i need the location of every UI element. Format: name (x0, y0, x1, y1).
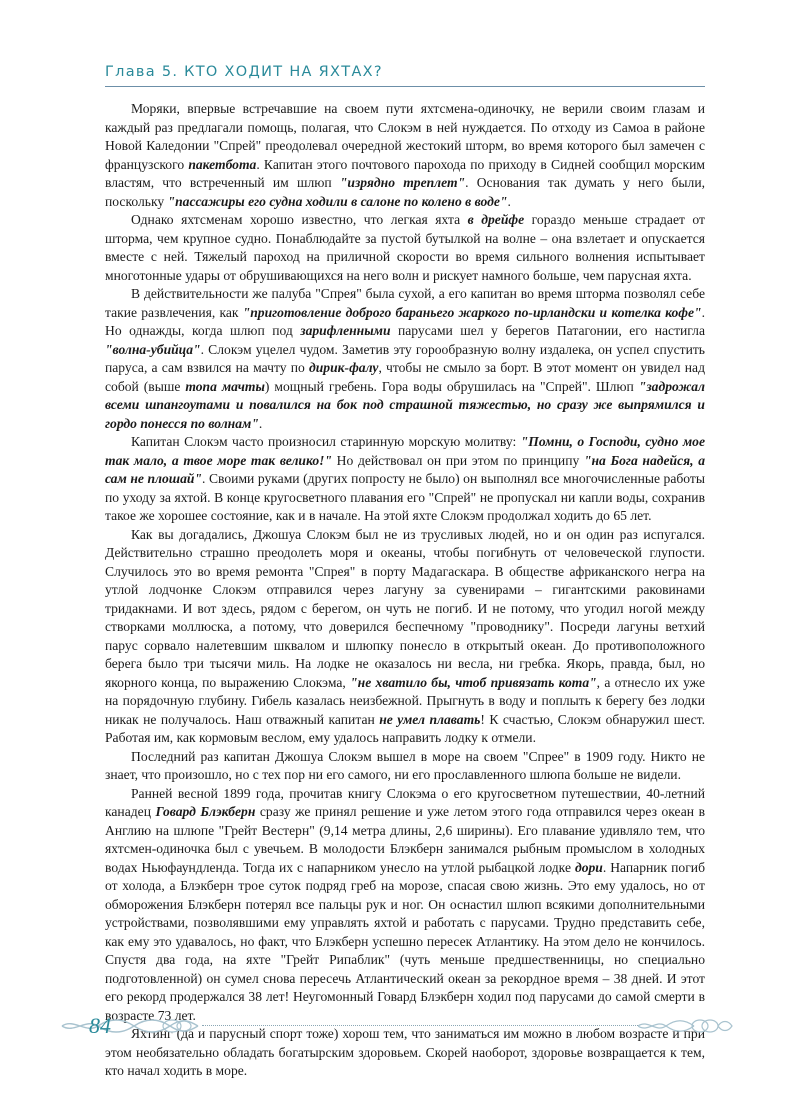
emphasized-text: "приготовление доброго бараньего жаркого по-ирландски и котелка кофе" (242, 304, 702, 320)
text-run: гораздо меньше страдает от шторма, чем крупное судно. Понаблюдайте за пустой бутылкой на волне – она взлетает и опускается вместе с ней. Тяжелый пароход на приличной скорости во время сильного волнения испытывает многотонные удары от обрушивающихся на него волн и рискует намного больше, чем парусная яхта. (105, 212, 705, 283)
text-run: Но действовал он при этом по принципу (332, 452, 584, 468)
rope-knot-ornament-left (60, 1017, 200, 1035)
emphasized-text: "изрядно треплет" (339, 175, 466, 190)
emphasized-text: пакетбота (188, 156, 257, 172)
text-run: . (507, 193, 511, 209)
text-run: Капитан Слокэм часто произносил старинную морскую молитву: (131, 434, 521, 449)
text-run: сразу же принял решение и уже летом этого года отправился через океан в Англию на шлюпе "Грейт Вестерн" (9,14 метра длины, 2,6 ширины). Его плавание удивляло тем, что яхтсмен-одиночка был с увечьем. В молодости Блэкберн занимался рыбным промыслом в холодных водах Ньюфаундленда. Тогда их с напарником унесло на утлой рыбацкой лодке (105, 804, 705, 875)
text-run: , чтобы не смыло за борт. В этот момент он увидел над собой (выше (105, 360, 705, 394)
text-run: , а отнесло их уже на порядочную глубину. Гибель казалась неизбежной. Прыгнуть в воду и поплыть к берегу без лодки никак не получалось. Наш отважный капитан (105, 674, 705, 727)
text-run: Как вы догадались, Джошуа Слокэм был не из трусливых людей, но и он один раз испугался. Действительно страшно преодолеть моря и океаны, чтобы погибнуть от человеческой глупости. Случилось это во время ремонта "Спрея" в порту Мадагаскара. В обществе африканского негра на утлой лодчонке Слокэм отправился через лагуну за сувенирами – гигантскими раковинами тридакнами. И вот здесь, рядом с берегом, он чуть не погиб. И не потому, что угодил ногой между створками моллюска, а потому, что доверился беспечному "проводнику". Посреди лагуны ветхий парус сорвало налетевшим шквалом и шлюпку понесло в открытый океан. До противоположного берега было три тысячи миль. На лодке не оказалось ни весла, ни гребка. Якорь, правда, был, но якорного конца, по выражению Слокэма, (105, 526, 705, 690)
text-run: . (258, 415, 263, 431)
emphasized-text: "на Бога надейся, а сам не плошай" (105, 452, 705, 486)
text-run: парусами шел у берегов Патагонии, его настигла (390, 323, 705, 338)
paragraph (105, 526, 705, 748)
paragraph (105, 785, 705, 1026)
emphasized-text: "волна-убийца" (105, 341, 201, 357)
text-run: Моряки, впервые встречавшие на своем пути яхтсмена-одиночку, не верили своим глазам и каждый раз предлагали помощь, полагая, что Слокэм в ней нуждается. По отходу из Самоа в районе Новой Каледонии "Спрей" преодолевал очередной жестокий шторм, во время которого был замечен с французского (105, 101, 705, 172)
rope-knot-ornament-right (638, 1017, 734, 1035)
text-run: . Капитан этого почтового парохода по приходу в Сидней сообщил морским властям, что встреченный им шлюп (105, 156, 705, 190)
text-run: . Своими руками (других попросту не было) он выполнял все многочисленные работы по уходу за яхтой. В конце кругосветного плавания его "Спрей" не пропускал ни капли воды, сохранив такое же хорошее состояние, как и в начале. На этой яхте Слокэм продолжал ходить до 65 лет. (105, 471, 705, 523)
text-run: Однако яхтсменам хорошо известно, что легкая яхта (131, 212, 468, 227)
emphasized-text: "Помни, о Господи, судно мое так мало, а твое море так велико!" (105, 434, 705, 468)
emphasized-text: зарифленными (300, 323, 391, 338)
page-footer (60, 1013, 734, 1039)
paragraph (105, 211, 705, 285)
text-run: Яхтинг (да и парусный спорт тоже) хорош тем, что заниматься им можно в любом возрасте и при этом необязательно обладать богатырским здоровьем. Скорей наоборот, здоровье возвращается к тем, кто начал ходить в море. (105, 1026, 705, 1078)
text-run: . Слокэм уцелел чудом. Заметив эту горообразную волну издалека, он успел спустить паруса, а сам взвился на мачту по (105, 341, 705, 375)
emphasized-text: не умел плавать (379, 711, 481, 727)
emphasized-text: "пассажиры его судна ходили в салоне по колено в воде" (167, 193, 508, 209)
text-run: ) мощный гребень. Гора воды обрушилась на "Спрей". Шлюп (264, 378, 639, 394)
text-run: В действительности же палуба "Спрея" была сухой, а его капитан во время шторма позволял себе такие развлечения, как (105, 286, 705, 320)
paragraph (105, 433, 705, 526)
page-number: 84 (89, 1013, 111, 1038)
text-run: . Но однажды, когда шлюп под (105, 304, 705, 338)
emphasized-text: Говард Блэкберн (155, 804, 256, 819)
rope-divider (202, 1025, 638, 1028)
emphasized-text: "не хватило бы, чтоб привязать кота" (350, 674, 597, 690)
text-run: ! К счастью, Слокэм обнаружил шест. Работая им, как кормовым веслом, ему удалось направить лодку к отмели. (105, 711, 705, 745)
emphasized-text: "задрожал всеми шпангоутами и повалился на бок под страшной тяжестью, но сразу же выпрямился и гордо понесся по волнам" (105, 378, 705, 431)
article-body (105, 100, 705, 1081)
text-run: . Основания так думать у него были, поскольку (105, 175, 705, 209)
paragraph (105, 285, 705, 433)
emphasized-text: топа мачты (185, 378, 265, 394)
chapter-title: Глава 5. КТО ХОДИТ НА ЯХТАХ? (105, 64, 383, 80)
paragraph (105, 100, 705, 211)
text-run: Ранней весной 1899 года, прочитав книгу Слокэма о его кругосветном путешествии, 40-летний канадец (105, 785, 705, 819)
emphasized-text: в дрейфе (467, 212, 525, 227)
running-header (105, 62, 705, 82)
emphasized-text: дори (574, 859, 603, 875)
emphasized-text: дирик-фалу (309, 360, 379, 375)
header-rule (105, 86, 705, 87)
paragraph (105, 748, 705, 785)
text-run: . Напарник погиб от холода, а Блэкберн трое суток подряд греб на морозе, спасая свою жизнь. Это ему удалось, но от обморожения Блэкберн потерял все пальцы рук и ног. Он оснастил шлюп всякими дополнительными устройствами, позволявшими ему управлять яхтой и работать с парусами. Трудно представить себе, как ему это удавалось, но факт, что Блэкберн успешно пересек Атлантику. На этом дело не кончилось. Спустя два года, на яхте "Грейт Рипаблик" (чуть меньше предшественницы, но специально подготовленной) он сумел снова пересечь Атлантический океан за рекордное время – 38 дней. И этот его рекорд продержался 38 лет! Неугомонный Говард Блэкберн ходил под парусами до самой смерти в возрасте 73 лет. (105, 859, 705, 1023)
text-run: Последний раз капитан Джошуа Слокэм вышел в море на своем "Спрее" в 1909 году. Никто не знает, что произошло, но с тех пор ни его самого, ни его прославленного шлюпа больше не видели. (105, 748, 705, 782)
